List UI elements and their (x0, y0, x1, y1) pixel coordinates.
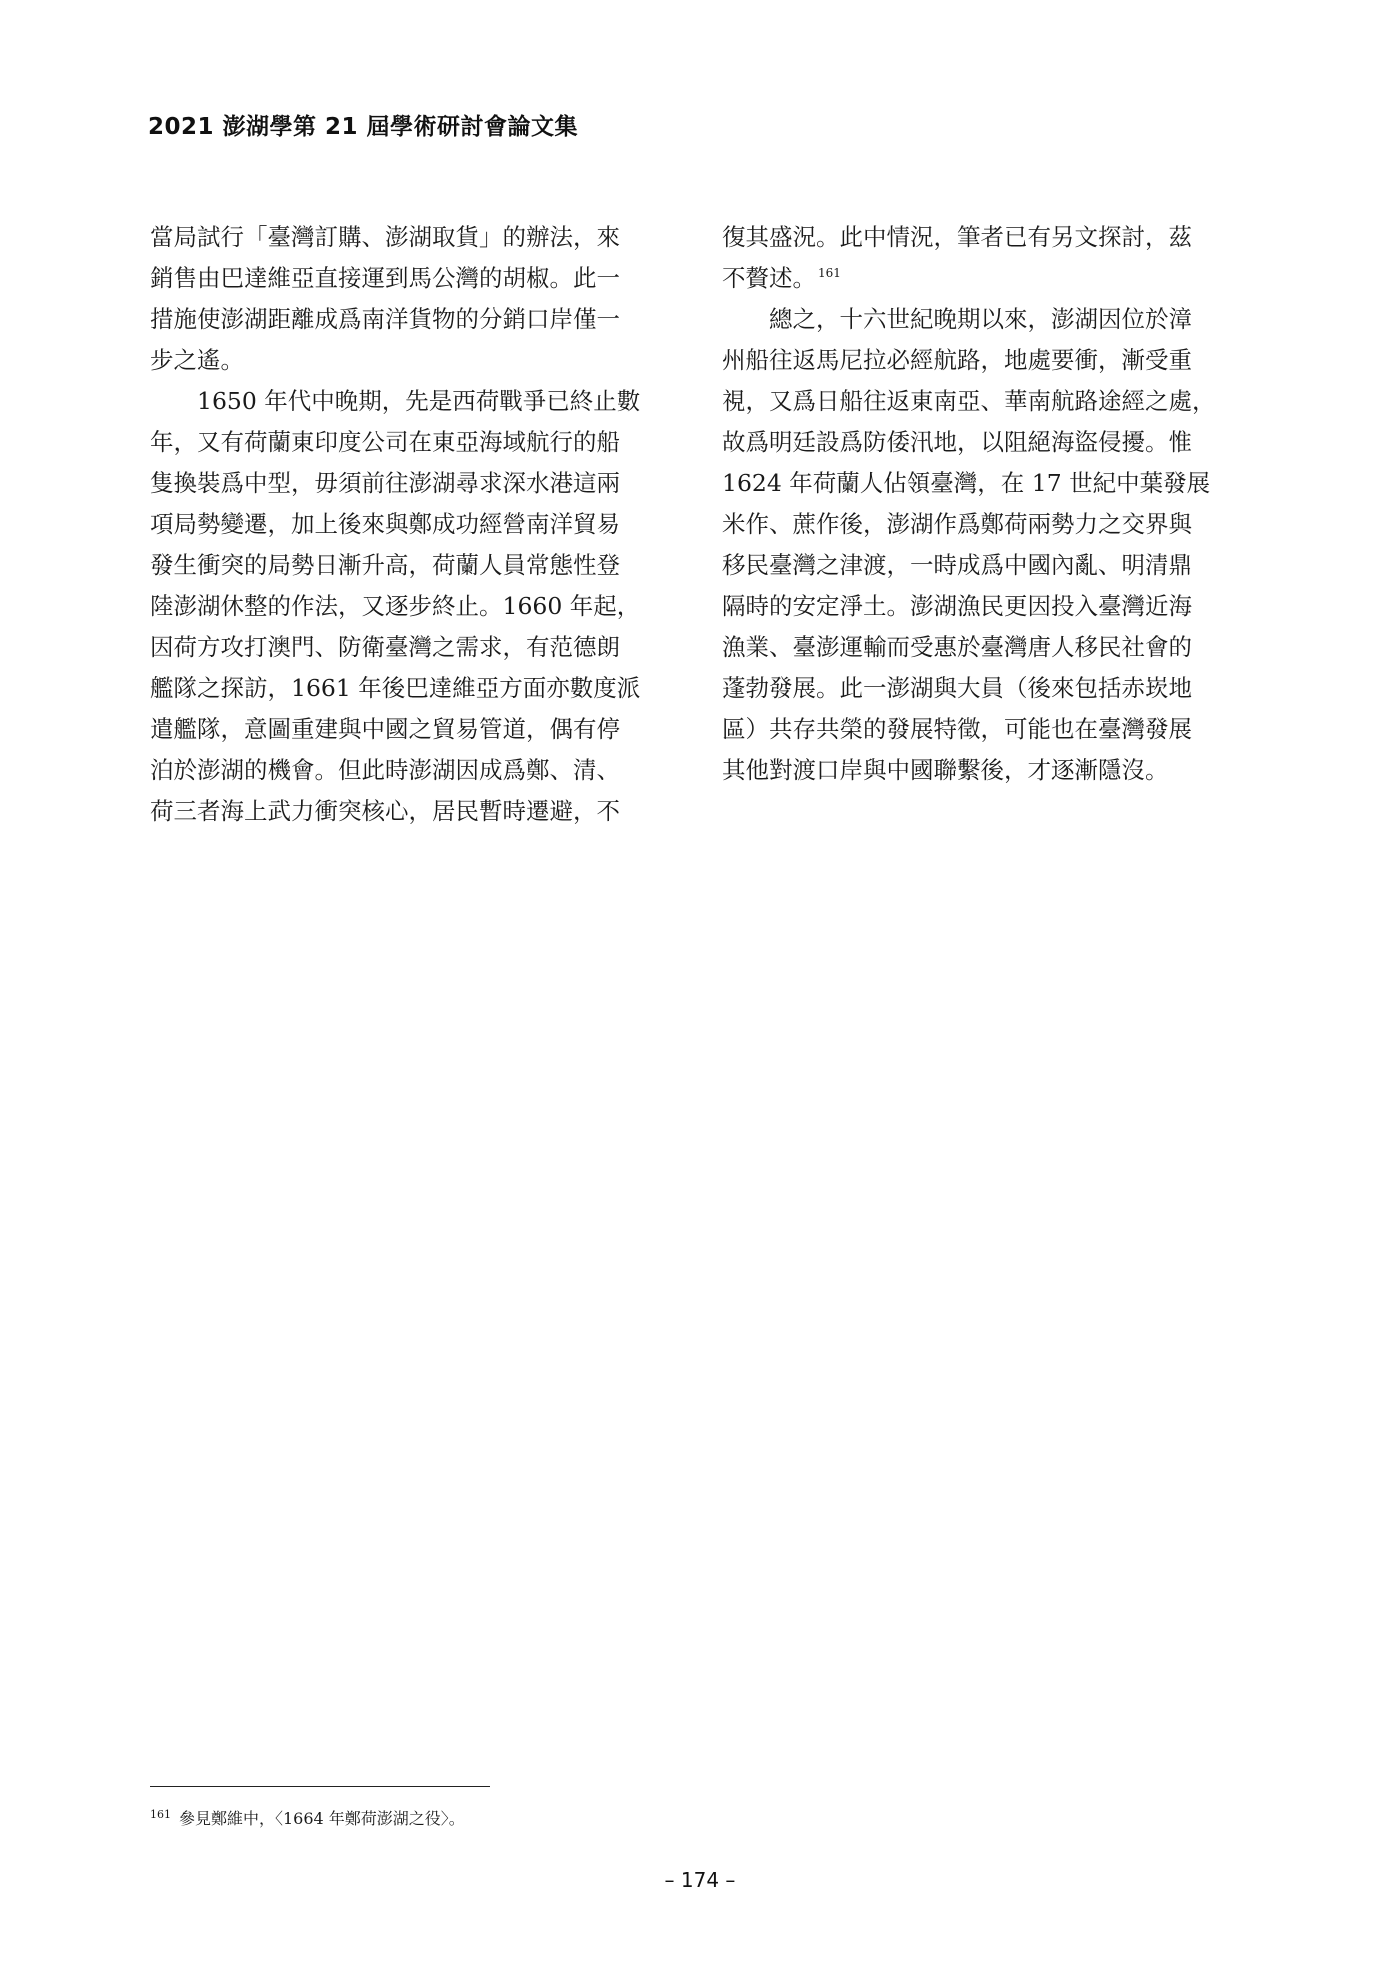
paragraph (722, 299, 1242, 791)
text-line: 遣艦隊，意圖重建與中國之貿易管道，偶有停 (150, 715, 620, 743)
text-line: 州船往返馬尼拉必經航路，地處要衝，漸受重 (722, 346, 1192, 374)
text-line: 銷售由巴達維亞直接運到馬公灣的胡椒。此一 (150, 264, 620, 292)
footnote-divider (150, 1786, 490, 1787)
text-fragment: 不贅述。 (722, 264, 816, 292)
text-line: 陸澎湖休整的作法，又逐步終止。1660 年起， (150, 592, 641, 620)
text-line: 隻換裝爲中型，毋須前往澎湖尋求深水港這兩 (150, 469, 620, 497)
text-line: 米作、蔗作後，澎湖作爲鄭荷兩勢力之交界與 (722, 510, 1192, 538)
text-line: 移民臺灣之津渡，一時成爲中國內亂、明清鼎 (722, 551, 1192, 579)
footnote-number: 161 (150, 1808, 171, 1821)
running-header: 2021 澎湖學第 21 屆學術研討會論文集 (148, 114, 579, 140)
text-line: 其他對渡口岸與中國聯繫後，才逐漸隱沒。 (722, 756, 1169, 784)
paragraph (150, 217, 670, 381)
text-line: 漁業、臺澎運輸而受惠於臺灣唐人移民社會的 (722, 633, 1192, 661)
text-line: 1650 年代中晚期，先是西荷戰爭已終止數 (197, 387, 641, 415)
footnote-text: 參見鄭維中，〈1664 年鄭荷澎湖之役〉。 (179, 1809, 465, 1828)
text-line: 艦隊之探訪，1661 年後巴達維亞方面亦數度派 (150, 674, 641, 702)
text-line: 總之，十六世紀晚期以來，澎湖因位於漳 (769, 305, 1192, 333)
paragraph (150, 381, 670, 832)
text-line: 發生衝突的局勢日漸升高，荷蘭人員常態性登 (150, 551, 620, 579)
text-line: 1624 年荷蘭人佔領臺灣，在 17 世紀中葉發展 (722, 469, 1211, 497)
paragraph (722, 217, 1242, 299)
text-line: 項局勢變遷，加上後來與鄭成功經營南洋貿易 (150, 510, 620, 538)
text-line: 視，又爲日船往返東南亞、華南航路途經之處， (722, 387, 1216, 415)
text-line: 泊於澎湖的機會。但此時澎湖因成爲鄭、清、 (150, 756, 620, 784)
text-line: 因荷方攻打澳門、防衛臺灣之需求，有范德朗 (150, 633, 620, 661)
text-line: 年，又有荷蘭東印度公司在東亞海域航行的船 (150, 428, 620, 456)
text-line (722, 258, 1242, 299)
text-line: 隔時的安定淨土。澎湖漁民更因投入臺灣近海 (722, 592, 1192, 620)
text-line: 區）共存共榮的發展特徵，可能也在臺灣發展 (722, 715, 1192, 743)
text-line: 復其盛況。此中情況，筆者已有另文探討，茲 (722, 223, 1192, 251)
text-line: 當局試行「臺灣訂購、澎湖取貨」的辦法，來 (150, 223, 620, 251)
text-line: 故爲明廷設爲防倭汛地，以阻絕海盜侵擾。惟 (722, 428, 1192, 456)
left-column (150, 217, 670, 832)
text-line: 蓬勃發展。此一澎湖與大員（後來包括赤崁地 (722, 674, 1192, 702)
right-column (722, 217, 1242, 791)
text-line: 步之遙。 (150, 346, 244, 374)
text-line: 荷三者海上武力衝突核心，居民暫時遷避，不 (150, 797, 620, 825)
text-line: 措施使澎湖距離成爲南洋貨物的分銷口岸僅一 (150, 305, 620, 333)
page-number: – 174 – (664, 1868, 736, 1892)
footnote (150, 1806, 465, 1829)
footnote-reference[interactable]: 161 (818, 266, 841, 280)
